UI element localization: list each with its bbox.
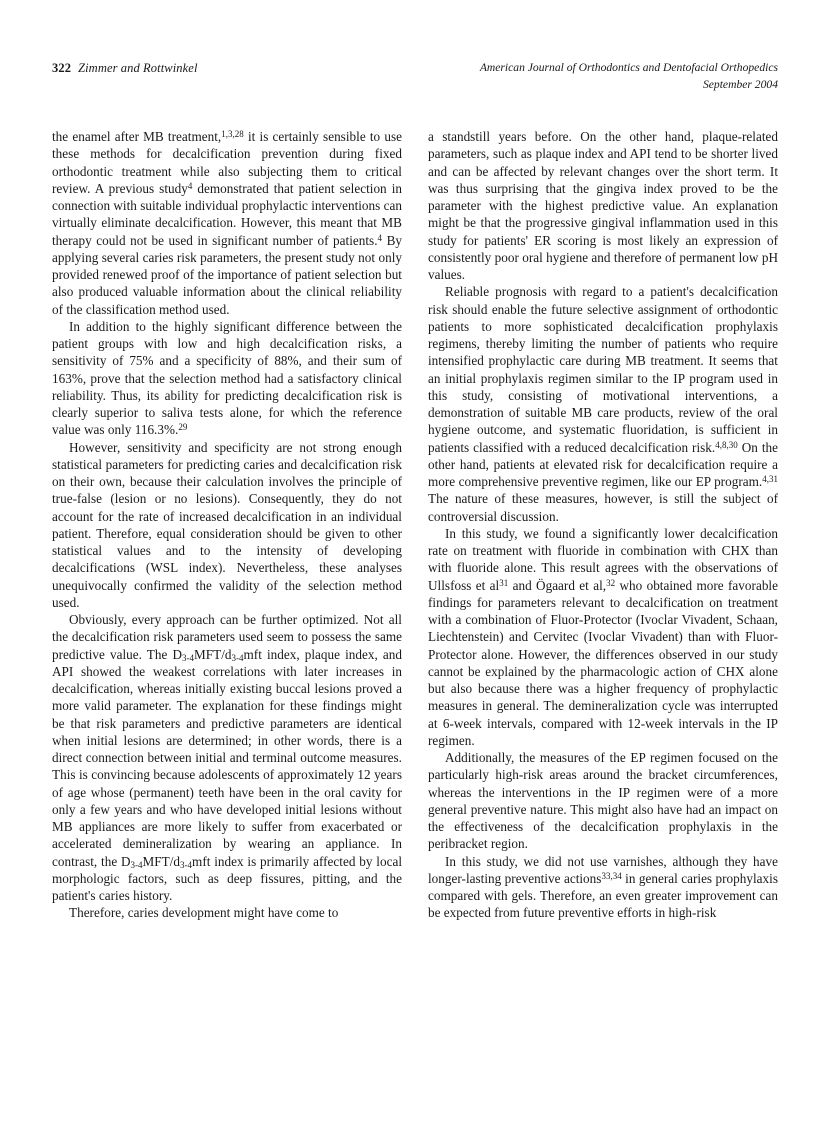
text-run: In this study, we did not use varnishes, although they have longer-lasting preventive actions: [428, 853, 778, 886]
text-run: The nature of these measures, however, is still the subject of controversial discussion.: [428, 491, 778, 524]
reference-superscript: 4,31: [762, 474, 778, 485]
paragraph: [52, 611, 402, 904]
text-run: the enamel after MB treatment,: [52, 129, 222, 144]
page-number: 322: [52, 61, 72, 75]
paragraph: [52, 439, 402, 612]
paragraph: [428, 128, 778, 283]
running-head-left: [52, 60, 198, 76]
reference-superscript: 4,8,30: [715, 439, 738, 450]
text-run: mft index is primarily affected by local morphologic factors, such as deep fissures, pitting, and the patient's caries history.: [52, 853, 402, 903]
paragraph: [52, 318, 402, 439]
paragraph: [52, 904, 402, 921]
paragraph: [428, 283, 778, 525]
text-run: demonstrated that patient selection in connection with suitable individual prophylactic interventions can virtually eliminate decalcification. However, this meant that MB therapy could not be used in significant number of patients.: [52, 180, 402, 248]
text-run: In addition to the highly significant difference between the patient groups with low and high decalcification risks, a sensitivity of 75% and a specificity of 88%, and their sum of 163%, prove that the selection method had a satisfactory clinical reliability. Thus, its ability for predicting decalcification risk is clearly superior to saliva tests alone, for which the reference value was only 116.3%.: [52, 318, 402, 438]
paragraph: [428, 853, 778, 922]
text-run: it is certainly sensible to use these methods for decalcification prevention during fixed orthodontic treatment while also subjecting them to critical review. A previous study: [52, 129, 403, 196]
text-run: However, sensitivity and specificity are not strong enough statistical parameters for predicting caries and decalcification risk on their own, because their calculation involves the principle of true-false (lesion or no lesions). Consequently, they do not account for the rate of increased decalcification in an individual patient. Therefore, equal consideration should be given to other statistical values and to the intensity of developing decalcifications (WSL index). Nevertheless, these analyses unequivocally confirmed the validity of the selection method used.: [52, 439, 402, 610]
reference-superscript: 1,3,28: [221, 129, 244, 140]
body-columns: [52, 128, 778, 1058]
reference-superscript: 33,34: [601, 870, 622, 881]
reference-superscript: 4: [377, 232, 383, 243]
text-run: Obviously, every approach can be further optimized. Not all the decalcification risk parameters used seem to possess the same predictive value. The D: [52, 612, 402, 662]
issue-date: September 2004: [702, 77, 778, 91]
running-head-authors: Zimmer and Rottwinkel: [78, 61, 198, 75]
text-run: Therefore, caries development might have come to: [69, 905, 339, 921]
text-run: mft index, plaque index, and API showed the weakest correlations with later increases in decalcification, whereas initially existing buccal lesions proved a more valid parameter. The explanation for these findings might be that risk parameters and predictive parameters are identical when initial lesions are determined; in other words, there is a direct connection between initial and terminal outcome measures. This is convincing because adolescents of approximately 12 years of age whose (permanent) teeth have been in the oral cavity for only a few years and who have developed initial lesions without MB appliances are more likely to suffer from exacerbated or accelerated demineralization by wearing an appliance. In contrast, the D: [52, 646, 402, 869]
paragraph: [52, 128, 402, 318]
column-right: [428, 128, 778, 1058]
text-run: Reliable prognosis with regard to a patient's decalcification risk should enable the future selective assignment of orthodontic patients to more sophisticated decalcification prophylaxis regimens, thereby limiting the number of patients who require intensified prophylactic care during MB treatment. It seems that an initial prophylaxis regimen similar to the IP program used in this study, consisting of motivational interventions, a demonstration of suitable MB care products, review of the oral hygiene outcome, and systematic fluoridation, is sufficient in patients classified with a reduced decalcification risk.: [428, 284, 778, 455]
running-head: [52, 60, 778, 104]
text-run: MFT/d: [194, 646, 232, 662]
text-run: On the other hand, patients at elevated risk for decalcification require a more comprehensive preventive regimen, like our EP program.: [428, 439, 778, 489]
reference-superscript: 4: [187, 180, 193, 191]
running-head-right: [480, 60, 778, 93]
text-run: who obtained more favorable findings for parameters relevant to decalcification on treatment with a combination of Fluor-Protector (Ivoclar Vivadent, Schaan, Liechtenstein) and Cervitec (Ivoclar Vivadent) than with Fluor-Protector alone. However, the differences observed in our study cannot be explained by the pharmacologic action of CHX alone but also because there was a higher frequency of prophylactic measures in general. The demineralization cycle was interrupted at 6-week intervals, compared with 12-week intervals in the IP regimen.: [428, 577, 778, 748]
text-run: By applying several caries risk parameters, the present study not only provided renewed proof of the importance of patient selection but also produced valuable information about the clinical reliability of the classification method used.: [52, 232, 402, 317]
index-subscript: 3-4: [130, 859, 143, 870]
journal-title: American Journal of Orthodontics and Dentofacial Orthopedics: [479, 61, 778, 74]
paragraph: [428, 749, 778, 853]
text-run: MFT/d: [142, 853, 181, 869]
text-run: in general caries prophylaxis compared with gels. Therefore, an even greater improvement can be expected from future preventive efforts in high-risk: [428, 870, 778, 921]
text-run: and Ögaard et al,: [508, 577, 607, 593]
text-run: In this study, we found a significantly lower decalcification rate on treatment with fluoride in combination with CHX than with fluoride alone. This result agrees with the observations of Ullsfoss et al: [428, 525, 778, 593]
reference-superscript: 32: [606, 577, 616, 588]
paragraph: [428, 525, 778, 749]
index-subscript: 3-4: [231, 652, 244, 663]
column-left: [52, 128, 402, 1058]
index-subscript: 3-4: [180, 859, 193, 870]
reference-superscript: 31: [499, 577, 509, 588]
text-run: Additionally, the measures of the EP regimen focused on the particularly high-risk areas around the bracket circumferences, whereas the interventions in the IP regimen were of a more general preventive nature. This might also have had an impact on the effectiveness of the decalcification prophylaxis in the peribracket region.: [428, 750, 778, 852]
index-subscript: 3-4: [182, 652, 195, 663]
reference-superscript: 29: [178, 422, 188, 433]
text-run: a standstill years before. On the other hand, plaque-related parameters, such as plaque index and API tend to be shorter lived and can be affected by relevant changes over the short term. It was thus surprising that the gingiva index proved to be the parameter with the highest predictive value. An explanation might be that the progressive gingival inflammation used in this study for patients' ER scoring is most likely an expression of consistently poor oral hygiene and therefore of permanent low pH values.: [428, 129, 778, 282]
